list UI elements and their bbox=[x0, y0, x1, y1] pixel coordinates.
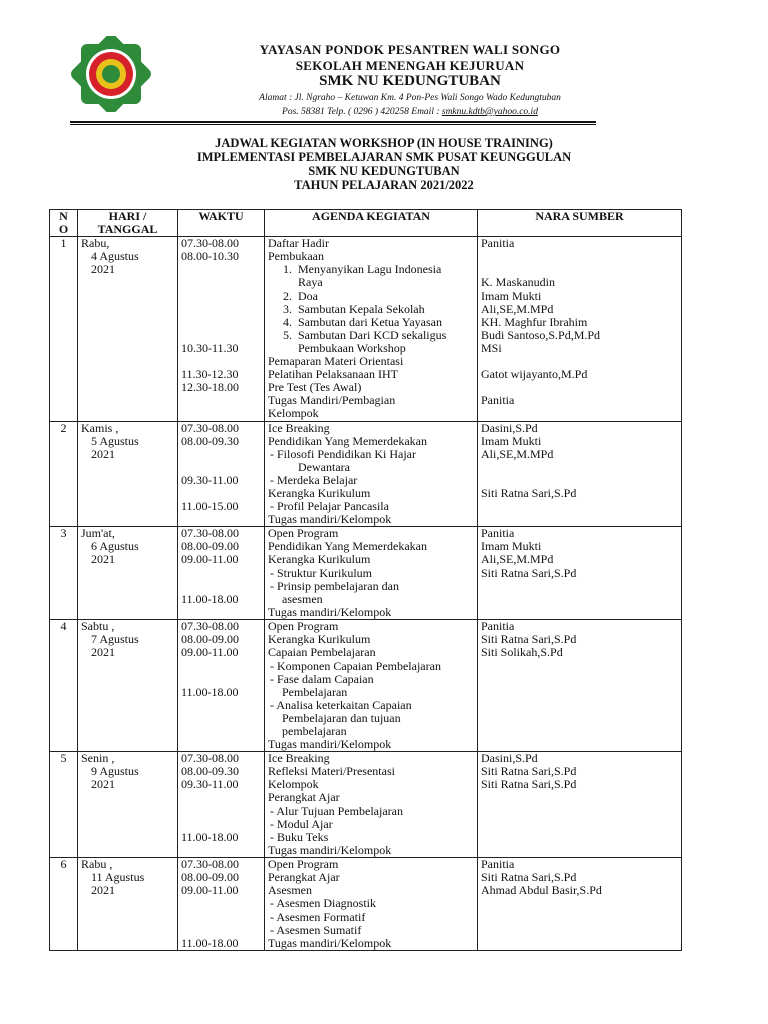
col-header-agenda: AGENDA KEGIATAN bbox=[265, 210, 478, 237]
row-nara: Panitia Siti Ratna Sari,S.Pd Siti Solikah,S.Pd bbox=[478, 620, 682, 752]
row-no: 4 bbox=[50, 620, 78, 752]
row-agenda: Ice Breaking Pendidikan Yang Memerdekakan - Filosofi Pendidikan Ki Hajar Dewantara - Merdeka Belajar Kerangka Kurikulum - Profil Pelajar Pancasila Tugas mandiri/Kelompok bbox=[265, 421, 478, 527]
doc-title-line4: TAHUN PELAJARAN 2021/2022 bbox=[294, 178, 474, 192]
row-no: 1 bbox=[50, 237, 78, 421]
table-row bbox=[50, 620, 682, 752]
school-name: SMK NU KEDUNGTUBAN bbox=[319, 73, 501, 89]
col-header-waktu: WAKTU bbox=[178, 210, 265, 237]
email-link[interactable]: smknu.kdtb@yahoo.co.id bbox=[441, 107, 538, 117]
row-agenda: Open Program Pendidikan Yang Memerdekakan Kerangka Kurikulum - Struktur Kurikulum - Prinsip pembelajaran dan asesmen Tugas mandiri/Kelompok bbox=[265, 527, 478, 620]
foundation-name: YAYASAN PONDOK PESANTREN WALI SONGO bbox=[259, 42, 561, 57]
row-hari: Senin , 9 Agustus 2021 bbox=[78, 752, 178, 858]
row-waktu: 07.30-08.00 08.00-09.00 09.00-11.00 11.00-18.00 bbox=[178, 527, 265, 620]
doc-title-line2: IMPLEMENTASI PEMBELAJARAN SMK PUSAT KEUNGGULAN bbox=[196, 150, 572, 164]
header-rule-thin bbox=[70, 124, 596, 125]
doc-title-line3: SMK NU KEDUNGTUBAN bbox=[308, 164, 460, 178]
row-waktu: 07.30-08.00 08.00-10.30 10.30-11.30 11.30-12.30 12.30-18.00 bbox=[178, 237, 265, 421]
table-row bbox=[50, 237, 682, 421]
row-hari: Jum'at, 6 Agustus 2021 bbox=[78, 527, 178, 620]
col-header-nara: NARA SUMBER bbox=[478, 210, 682, 237]
table-header-row bbox=[50, 210, 682, 237]
row-waktu: 07.30-08.00 08.00-09.30 09.30-11.00 11.00-18.00 bbox=[178, 752, 265, 858]
col-header-no: N O bbox=[50, 210, 78, 237]
row-nara: Dasini,S.Pd Siti Ratna Sari,S.Pd Siti Ratna Sari,S.Pd bbox=[478, 752, 682, 858]
school-type: SEKOLAH MENENGAH KEJURUAN bbox=[295, 58, 525, 73]
row-agenda: Ice Breaking Refleksi Materi/Presentasi Kelompok Perangkat Ajar - Alur Tujuan Pembelajaran - Modul Ajar - Buku Teks Tugas mandiri/Kelompok bbox=[265, 752, 478, 858]
row-no: 5 bbox=[50, 752, 78, 858]
table-row bbox=[50, 752, 682, 858]
school-contact bbox=[160, 107, 660, 117]
row-nara: Panitia Imam Mukti Ali,SE,M.MPd Siti Ratna Sari,S.Pd bbox=[478, 527, 682, 620]
row-hari: Rabu , 11 Agustus 2021 bbox=[78, 858, 178, 951]
row-nara: Dasini,S.Pd Imam Mukti Ali,SE,M.MPd Siti Ratna Sari,S.Pd bbox=[478, 421, 682, 527]
contact-text: Pos. 58381 Telp. ( 0296 ) 420258 Email : bbox=[282, 107, 442, 117]
row-nara: Panitia K. Maskanudin Imam Mukti Ali,SE,M.MPd KH. Maghfur Ibrahim Budi Santoso,S.Pd,M.Pd MSi Gatot wijayanto,M.Pd Panitia bbox=[478, 237, 682, 421]
table-row bbox=[50, 527, 682, 620]
schedule-table bbox=[49, 209, 682, 951]
col-header-hari: HARI / TANGGAL bbox=[78, 210, 178, 237]
school-logo-icon bbox=[70, 36, 152, 112]
row-no: 3 bbox=[50, 527, 78, 620]
row-agenda: Daftar Hadir Pembukaan 1. Menyanyikan Lagu Indonesia Raya 2. Doa 3. Sambutan Kepala Sekolah 4. Sambutan dari Ketua Yayasan 5. Sambutan Dari KCD sekaligus Pembukaan Workshop Pemaparan Materi Orientasi Pelatihan Pelaksanaan IHT Pre Test (Tes Awal) Tugas Mandiri/Pembagian Kelompok bbox=[265, 237, 478, 421]
table-row bbox=[50, 421, 682, 527]
header-rule-thick bbox=[70, 121, 596, 123]
row-waktu: 07.30-08.00 08.00-09.30 09.30-11.00 11.00-15.00 bbox=[178, 421, 265, 527]
row-agenda: Open Program Kerangka Kurikulum Capaian Pembelajaran - Komponen Capaian Pembelajaran - Fase dalam Capaian Pembelajaran - Analisa keterkaitan Capaian Pembelajaran dan tujuan pembelajaran Tugas mandiri/Kelompok bbox=[265, 620, 478, 752]
school-address: Alamat : Jl. Ngraho – Ketuwan Km. 4 Pon-Pes Wali Songo Wado Kedungtuban bbox=[259, 93, 561, 103]
row-waktu: 07.30-08.00 08.00-09.00 09.00-11.00 11.00-18.00 bbox=[178, 620, 265, 752]
doc-title-line1: JADWAL KEGIATAN WORKSHOP (IN HOUSE TRAINING) bbox=[215, 136, 553, 150]
row-hari: Sabtu , 7 Agustus 2021 bbox=[78, 620, 178, 752]
row-no: 2 bbox=[50, 421, 78, 527]
row-no: 6 bbox=[50, 858, 78, 951]
row-waktu: 07.30-08.00 08.00-09.00 09.00-11.00 11.00-18.00 bbox=[178, 858, 265, 951]
row-hari: Rabu, 4 Agustus 2021 bbox=[78, 237, 178, 421]
row-hari: Kamis , 5 Agustus 2021 bbox=[78, 421, 178, 527]
logo-globe bbox=[102, 65, 120, 83]
row-agenda: Open Program Perangkat Ajar Asesmen - Asesmen Diagnostik - Asesmen Formatif - Asesmen Sumatif Tugas mandiri/Kelompok bbox=[265, 858, 478, 951]
row-nara: Panitia Siti Ratna Sari,S.Pd Ahmad Abdul Basir,S.Pd bbox=[478, 858, 682, 951]
table-row bbox=[50, 858, 682, 951]
